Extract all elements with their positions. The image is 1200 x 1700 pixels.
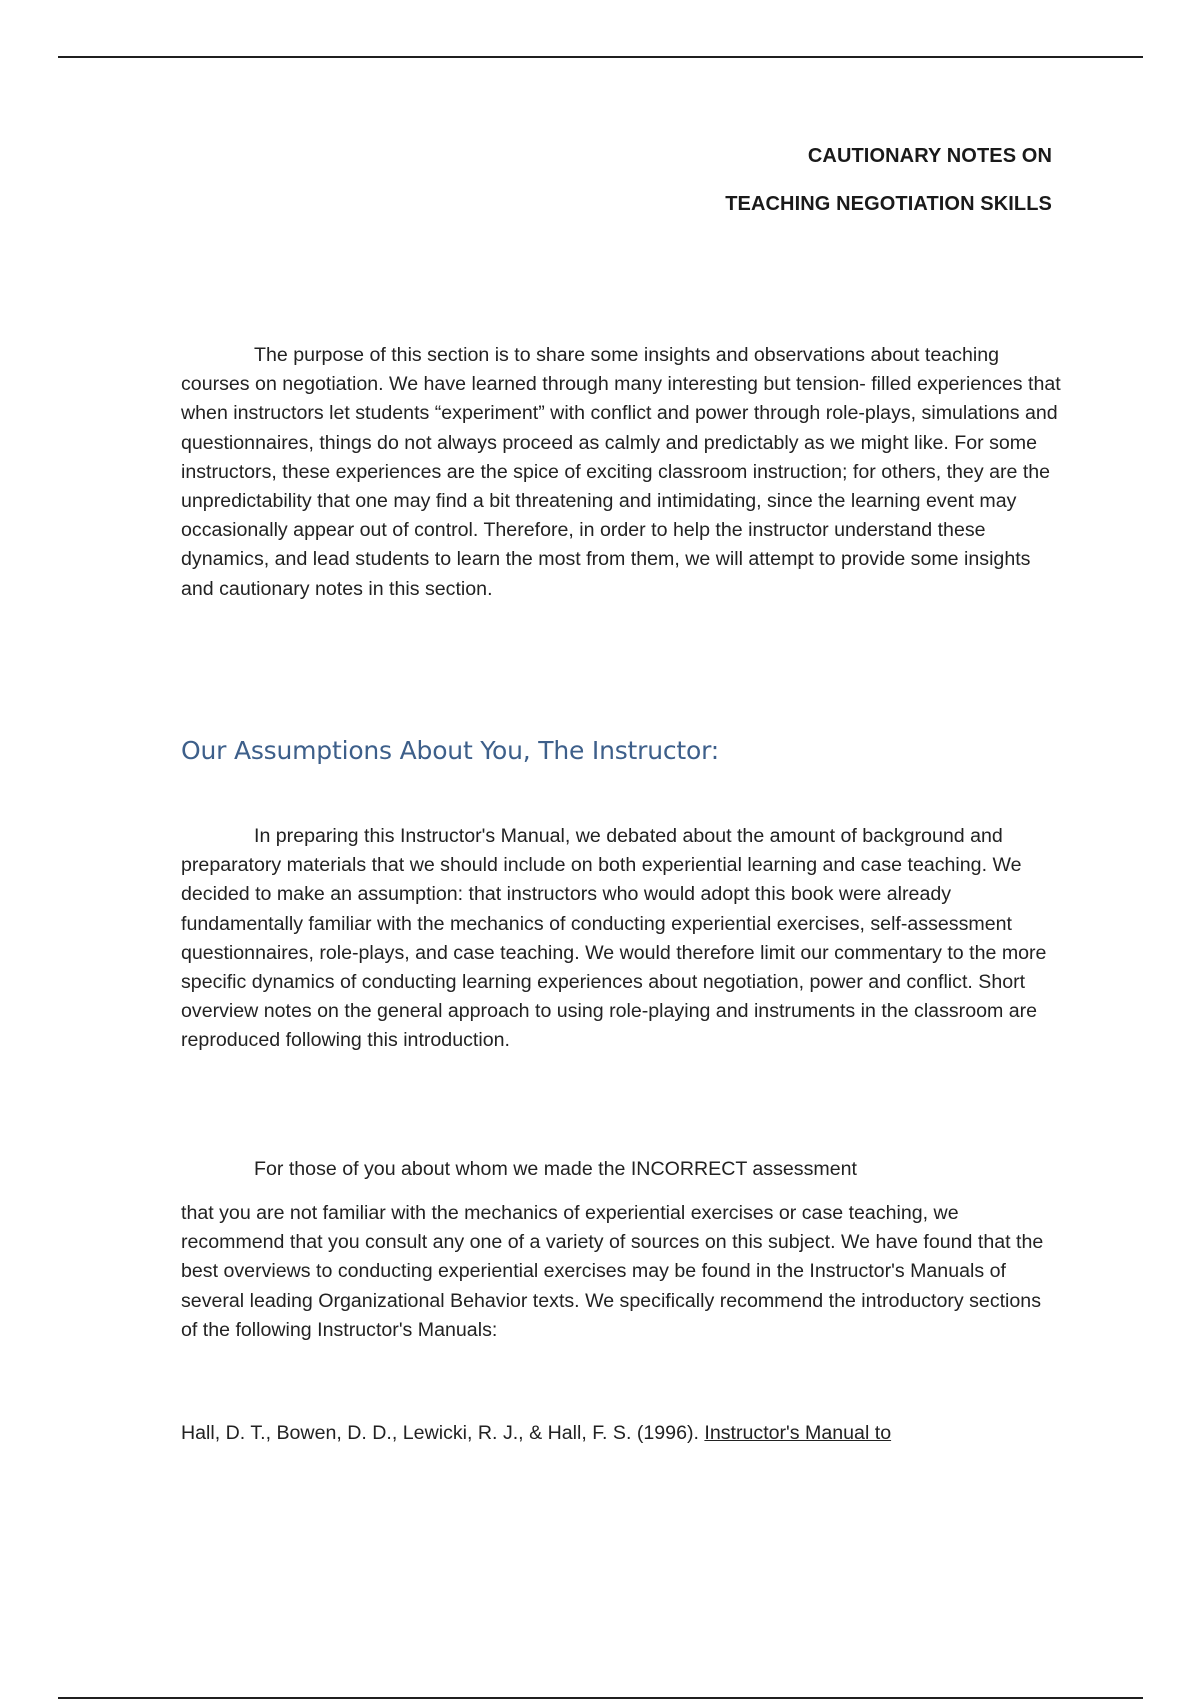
- title-line-2: TEACHING NEGOTIATION SKILLS: [725, 193, 1052, 215]
- citation-title: Instructor's Manual to: [704, 1422, 892, 1444]
- document-title: [725, 144, 1052, 240]
- incorrect-assessment-paragraph: [181, 1155, 1061, 1184]
- assumptions-paragraph-text: In preparing this Instructor's Manual, we debated about the amount of background and preparatory materials that we should include on both experiential learning and case teaching. We decided to make an assumption: that instructors who would adopt this book were already fundamentally familiar with the mechanics of conducting experiential exercises, self-assessment questionnaires, role-plays, and case teaching. We would therefore limit our commentary to the more specific dynamics of conducting learning experiences about negotiation, power and conflict. Short overview notes on the general approach to using role-playing and instruments in the classroom are reproduced following this introduction.: [181, 825, 1047, 1052]
- title-line-1: CAUTIONARY NOTES ON: [807, 145, 1052, 167]
- intro-paragraph-text: The purpose of this section is to share some insights and observations about teaching courses on negotiation. We have learned through many interesting but tension- filled experiences that when instructors let students “experiment” with conflict and power through role-plays, simulations and questionnaires, things do not always proceed as calmly and predictably as we might like. For some instructors, these experiences are the spice of exciting classroom instruction; for others, they are the unpredictability that one may find a bit threatening and intimidating, since the learning event may occasionally appear out of control. Therefore, in order to help the instructor understand these dynamics, and lead students to learn the most from them, we will attempt to provide some insights and cautionary notes in this section.: [181, 344, 1061, 600]
- incorrect-assessment-text: For those of you about whom we made the INCORRECT assessment: [254, 1158, 857, 1180]
- intro-paragraph: [181, 341, 1061, 604]
- recommendation-paragraph-text: that you are not familiar with the mechanics of experiential exercises or case teaching, we recommend that you consult any one of a variety of sources on this subject. We have found that the best overviews to conducting experiential exercises may be found in the Instructor's Manuals of several leading Organizational Behavior texts. We specifically recommend the introductory sections of the following Instructor's Manuals:: [181, 1202, 1044, 1341]
- citation: [181, 1419, 1061, 1448]
- assumptions-paragraph: [181, 822, 1061, 1056]
- section-heading: Our Assumptions About You, The Instructor:: [181, 736, 719, 765]
- top-rule: [58, 56, 1143, 58]
- recommendation-paragraph: [181, 1199, 1061, 1345]
- bottom-rule: [58, 1697, 1143, 1699]
- citation-authors: Hall, D. T., Bowen, D. D., Lewicki, R. J., & Hall, F. S. (1996).: [181, 1422, 705, 1444]
